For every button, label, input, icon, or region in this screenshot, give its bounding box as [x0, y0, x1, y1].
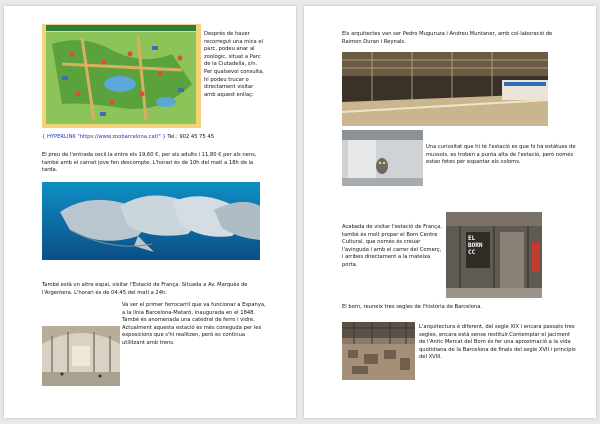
zoo-phone: Tel.: 902 45 75 45 — [167, 134, 215, 140]
zoo-link-line — [42, 134, 262, 142]
architecture-text: L'arquitectura è diferent, del segle XIX i encara passats tres segles, encara està sense restituir.Contemplar el jaciment de l'Antic Mercat del Born és fer una aproximació a la vida quotidiana de la Barcelona de finals del segle XVII i principis del XVIII. — [419, 324, 576, 361]
architects-text: Els arquitectes van ser Pedro Muguruza i Andreu Muntaner, amb col·laboració de Raimon Duran i Reynals. — [342, 31, 553, 45]
station-text: També està un altre espai, visitar l'Estació de França. Situada a Av. Marquès de l'Argentera. L'horari és de 04:45 del matí a 24h. — [42, 282, 248, 296]
born-market-image — [342, 322, 415, 380]
owl-statue-image — [342, 130, 423, 186]
born-intro-text: El born, reuneix tres segles de l'història de Barcelona. — [342, 304, 483, 310]
left-page — [4, 6, 296, 418]
zoo-intro-text: Després de haver recorregut una mica el parc, podeu anar al zoològic, situat a Parc de la Ciutadella, s/n. Per qualsevol consulta, hi podeu trucar o directament visitar amb aquest enllaç: — [204, 31, 264, 98]
born-cc-image — [446, 212, 542, 298]
zoo-hyperlink[interactable]: { HYPERLINK "https://www.zoobarcelona.cat/" } — [42, 134, 166, 140]
curiosity-text: Una curiositat que hi té l'estació es que hi ha estàtues de mussols, es troben a punta alta de l'estació, però només estan fetes per espantar els coloms. — [426, 144, 576, 166]
zoo-map-image — [42, 24, 201, 128]
station-interior-image — [42, 326, 120, 386]
railway-text: Va ser el primer ferrocarril que va funcionar a Espanya, a la línia Barcelona-Mataró, inaugurada en el 1848. També és anomenada una catedral de ferro i vidre. Actualment aquesta estació és més coneguda per les exposicions que s'hi realitzen, però es continua utilitzant amb trens. — [122, 302, 266, 346]
dolphins-image — [42, 182, 260, 260]
right-page — [304, 6, 596, 418]
price-text: El preu de l'entrada oscil·la entre els 19,60 €, per als adults i 11,80 € per als nens, també amb el carnet jove fen descompte. L'horari és de 10h del matí a 18h de la tarda. — [42, 152, 257, 174]
born-sign: EL BORN CC — [468, 235, 483, 256]
station-platform-image — [342, 52, 548, 126]
born-visit-text: Acabada de visitar l'estació de França, també és molt proper el Born Centre Cultural, que només és creuar l'avinguda i amb el carrer del Comerç, i arribes directament a la mateixa porta. — [342, 224, 442, 268]
